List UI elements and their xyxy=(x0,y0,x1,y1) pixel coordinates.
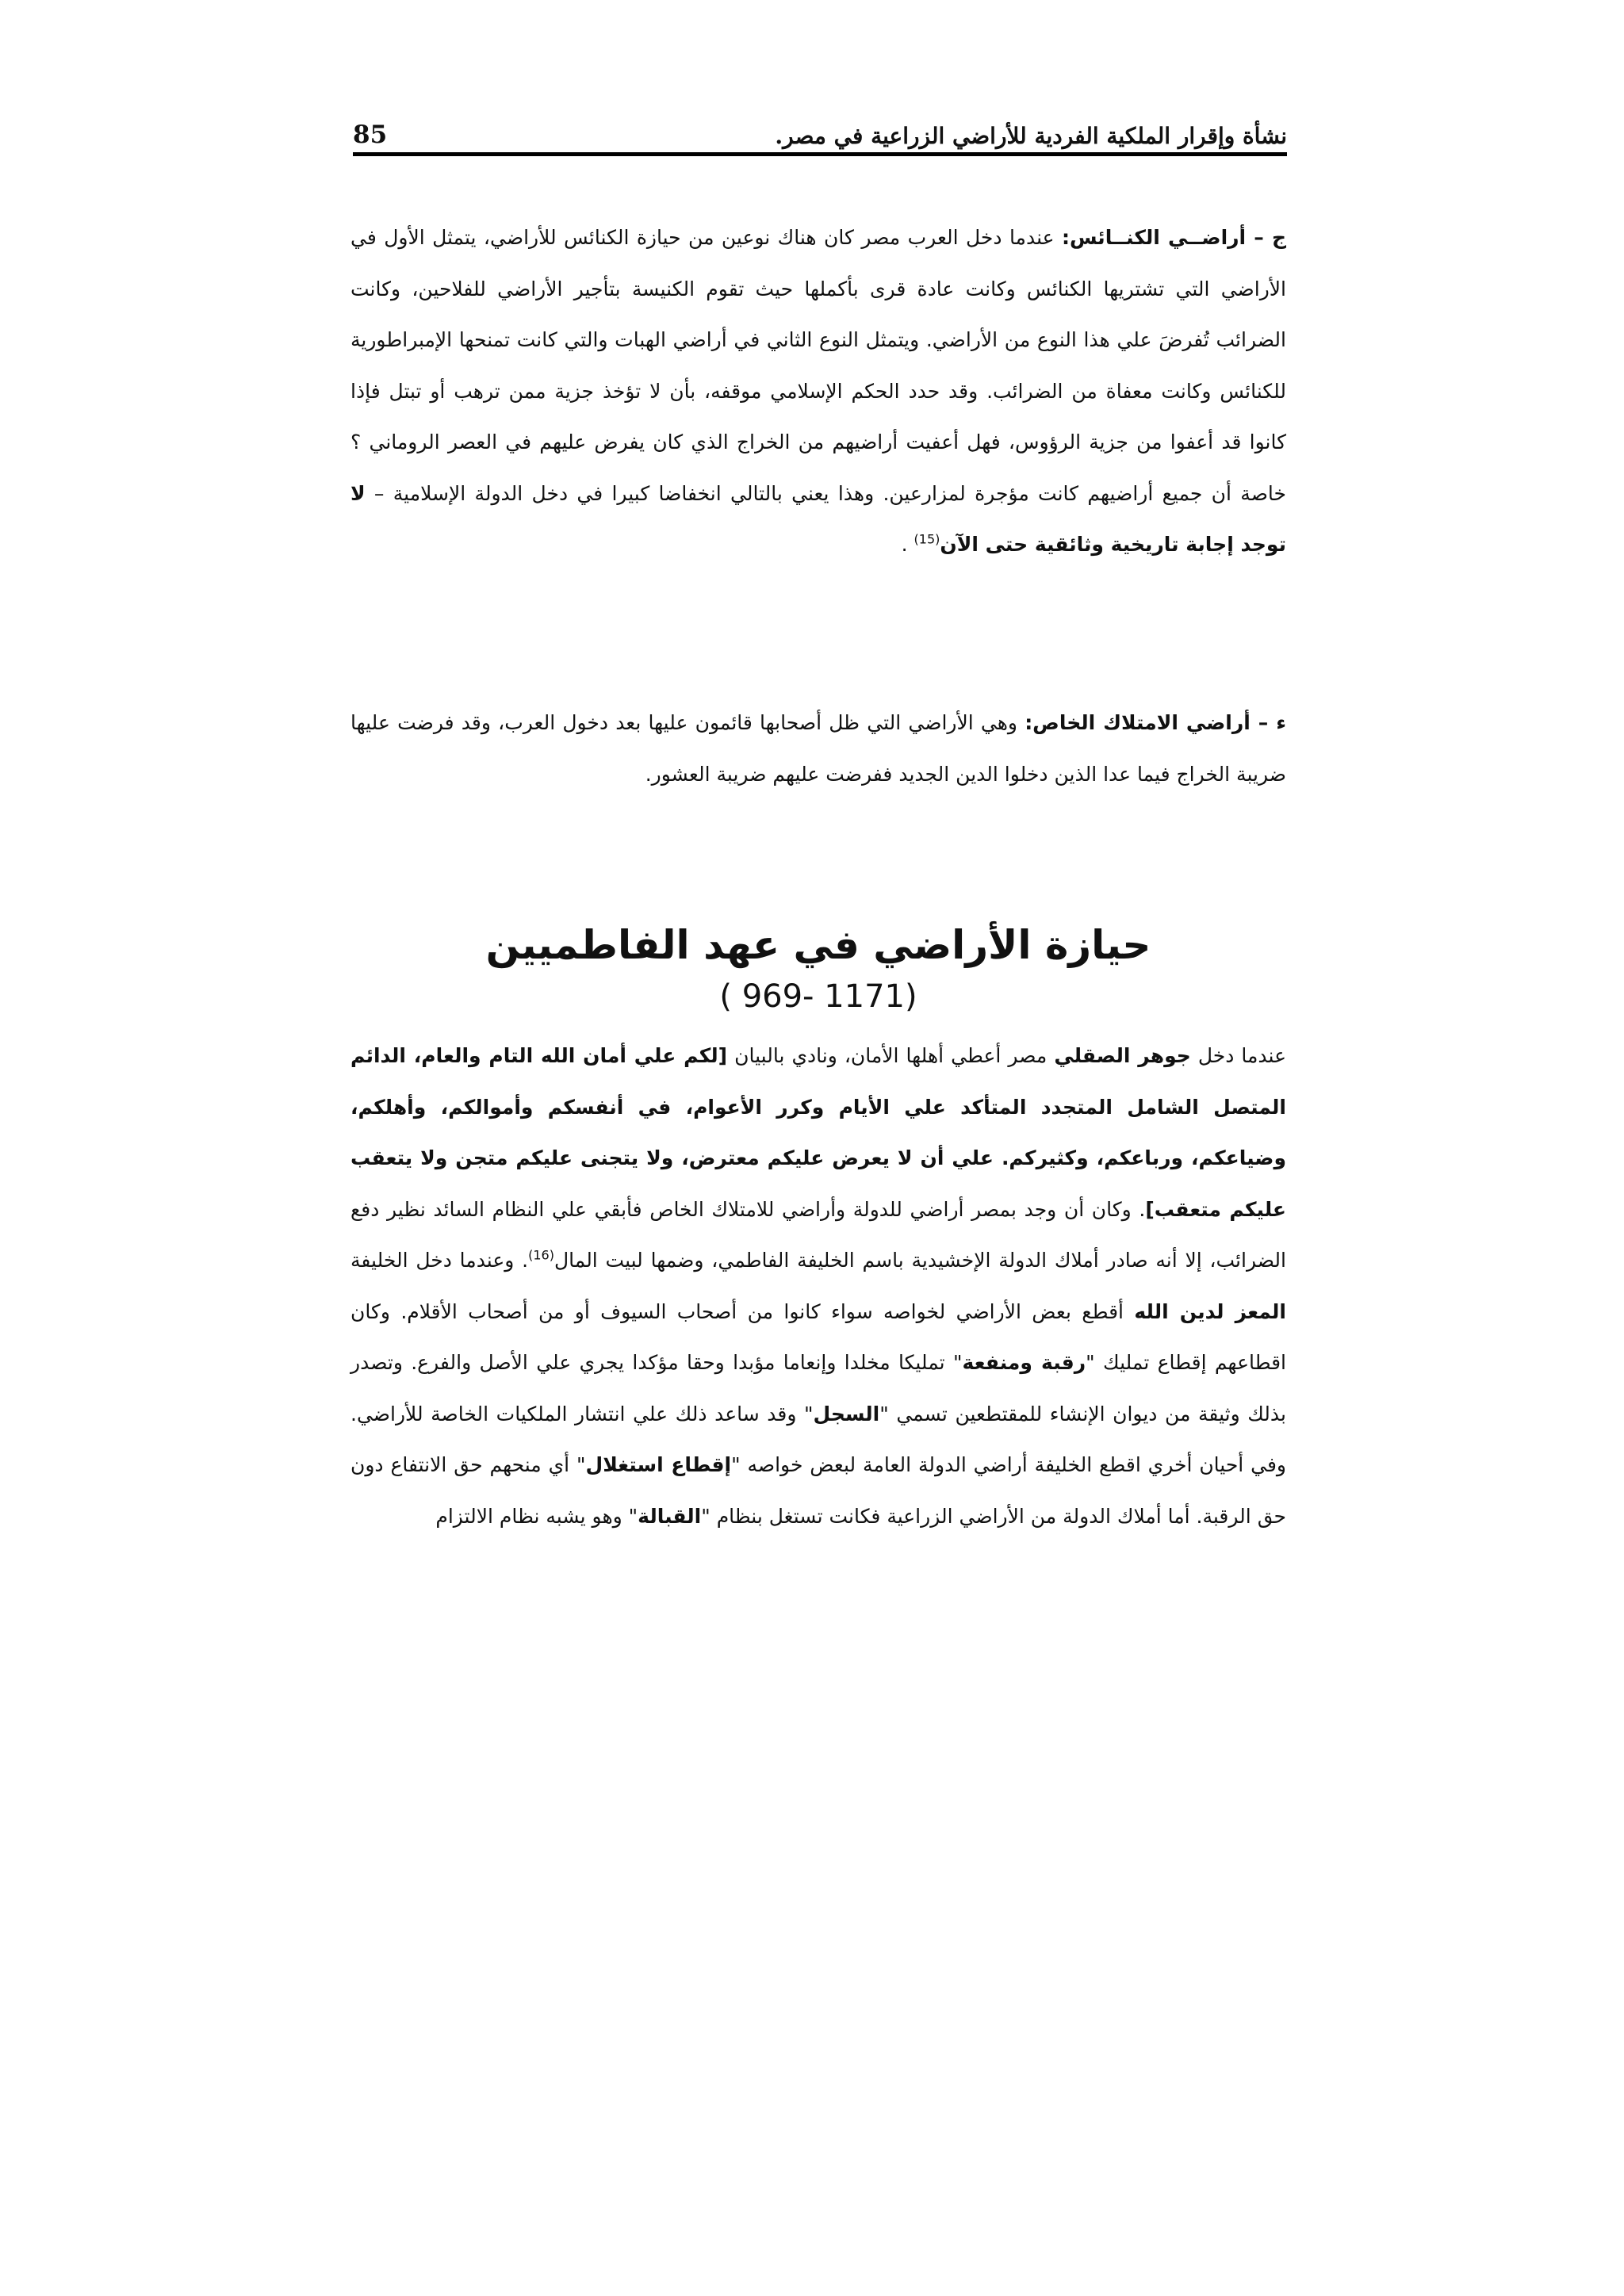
section-heading: حيازة الأراضي في عهد الفاطميين xyxy=(485,922,1151,968)
text-run: " وقد ساعد ذلك علي انتشار الملكيات الخاصة للأراضي. وفي أحيان أخري اقطع الخليفة أراضي الدولة العامة لبعض خواصه " xyxy=(350,1402,1286,1476)
paragraph-private-lands xyxy=(350,698,1286,800)
term-raqaba: رقبة ومنفعة xyxy=(962,1351,1086,1374)
text-run: . وعندما دخل الخليفة xyxy=(350,1249,529,1272)
private-lands-text: وهي الأراضي التي ظل أصحابها قائمون عليها بعد دخول العرب، وقد فرضت عليها ضريبة الخراج فيما عدا الذين دخلوا الدين الجديد ففرضت عليهم ضريبة العشور. xyxy=(350,711,1286,786)
paragraph-church-lands xyxy=(350,212,1286,571)
name-muizz: المعز لدين الله xyxy=(1134,1299,1286,1323)
name-jawhar: جوهر الصقلي xyxy=(1054,1044,1191,1067)
running-title: نشأة وإقرار الملكية الفردية للأراضي الزراعية في مصر. xyxy=(775,123,1287,149)
text-run: " تمليكا مخلدا وإنعاما مؤبدا وحقا مؤكدا يجري علي الأصل والفرع. وتصدر بذلك وثيقة من ديوان الإنشاء للمقتطعين تسمي " xyxy=(350,1351,1286,1425)
text-run: مصر أعطي أهلها الأمان، ونادي بالبيان xyxy=(727,1044,1055,1067)
text-run: " أي منحهم حق الانتفاع دون حق الرقبة. أما أملاك الدولة من الأراضي الزراعية فكانت تستغل بنظام " xyxy=(350,1453,1286,1528)
paragraph-fatimid-era xyxy=(350,1031,1286,1542)
private-lands-heading: ء – أراضي الامتلاك الخاص: xyxy=(1025,711,1286,734)
header-rule xyxy=(353,152,1287,156)
church-lands-tail: . xyxy=(901,533,914,556)
text-run: عندما دخل xyxy=(1190,1044,1286,1067)
proclamation-quote: [لكم علي أمان الله التام والعام، الدائم المتصل الشامل المتجدد المتأكد علي الأيام وكرر الأعوام، في أنفسكم وأموالكم، وأهلكم، وضياعكم، ورباعكم، وكثيركم. علي أن لا يعرض عليكم معترض، ولا يتجنى عليكم متجن ولا يتعقب عليكم متعقب] xyxy=(350,1044,1286,1221)
text-run: " وهو يشبه نظام الالتزام xyxy=(435,1504,638,1528)
section-years: ( 969- 1171) xyxy=(719,978,917,1015)
term-sijill: السجل xyxy=(813,1402,880,1425)
text-run: أقطع بعض الأراضي لخواصه سواء كانوا من أصحاب السيوف أو من أصحاب الأقلام. وكان اقطاعهم إقطاع تمليك " xyxy=(350,1299,1287,1374)
page-number: 85 xyxy=(353,121,388,149)
church-lands-bold-conclusion: لا توجد إجابة تاريخية وثائقية حتى الآن xyxy=(350,481,1286,556)
church-lands-heading: ج – أراضــي الكنــائس: xyxy=(1061,226,1286,249)
running-header xyxy=(353,101,1287,149)
church-lands-text: عندما دخل العرب مصر كان هناك نوعين من حيازة الكنائس للأراضي، يتمثل الأول في الأراضي التي تشتريها الكنائس وكانت عادة قرى بأكملها حيث تقوم الكنيسة بتأجير الأراضي للفلاحين، وكانت الضرائب تُفرضَ علي هذا النوع من الأراضي. ويتمثل النوع الثاني في أراضي الهبات والتي كانت تمنحها الإمبراطورية للكنائس وكانت معفاة من الضرائب. وقد حدد الحكم الإسلامي موقفه، بأن لا تؤخذ جزية ممن ترهب أو تبتل فإذا كانوا قد أعفوا من جزية الرؤوس، فهل أعفيت أراضيهم من الخراج الذي كان يفرض عليهم في العصر الروماني ؟ خاصة أن جميع أراضيهم كانت مؤجرة لمزارعين. وهذا يعني بالتالي انخفاضا كبيرا في دخل الدولة الإسلامية – xyxy=(350,226,1286,505)
footnote-ref-16: (16) xyxy=(528,1247,554,1263)
footnote-ref-15: (15) xyxy=(914,531,940,547)
text-run: . وكان أن وجد بمصر أراضي للدولة وأراضي للامتلاك الخاص فأبقي علي النظام السائد نظير دفع الضرائب، إلا أنه صادر أملاك الدولة الإخشيدية باسم الخليفة الفاطمي، وضمها لبيت المال xyxy=(350,1197,1286,1272)
term-iqta-istighlal: إقطاع استغلال xyxy=(585,1453,732,1476)
term-qabala: القبالة xyxy=(638,1504,702,1528)
